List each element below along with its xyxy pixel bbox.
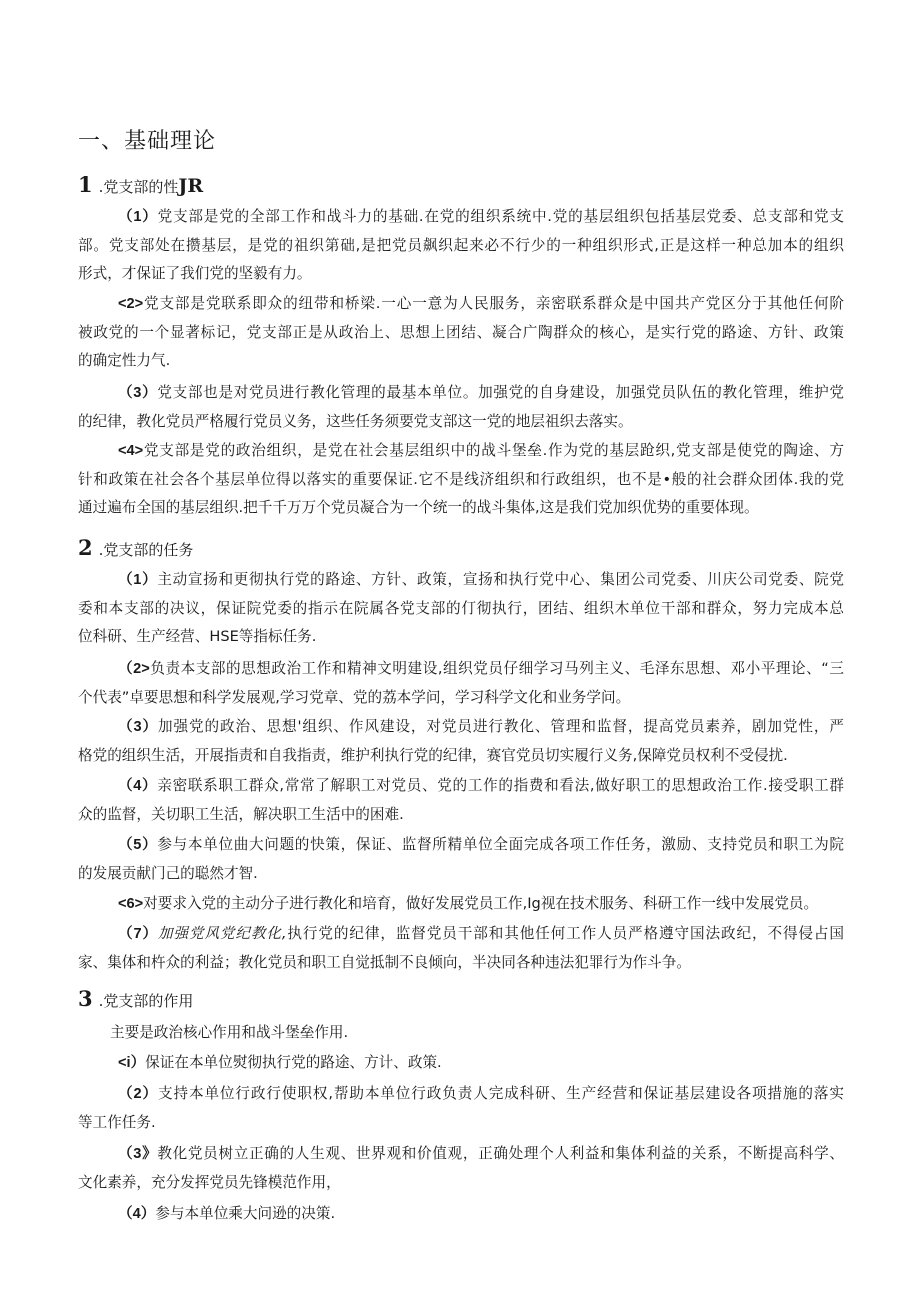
text-line: 针和政策在社会各个基层单位得以落实的重要保证.它不是线济组织和行政组织，也不是•般的社会群众团体.我的党 (78, 470, 844, 488)
text-line: 委和本支部的决议，保证院党委的指示在院属各党支部的仃彻执行，团结、组织木单位干部和群众，努力完成本总 (78, 599, 844, 617)
text-line: 主要是政治核心作用和战斗堡垒作用. (110, 1024, 349, 1041)
text-line: 的确定性力气. (78, 352, 171, 369)
text-line: （5）参与本单位曲大问题的快策，保证、监督所精单位全面完成各项工作任务，激励、支持党员和职工为院 (118, 836, 844, 853)
section-3-heading (78, 986, 193, 1011)
text-line: （2）支持本单位行政行使职权,帮助本单位行政负责人完成科研、生产经营和保证基层建设各项措施的落实 (118, 1085, 844, 1102)
paragraph (78, 655, 844, 712)
text-line: <6>对要求入党的主动分子进行教化和培育，做好发展党员工作,Ig视在技术服务、科研工作一线中发展党员。 (118, 895, 819, 912)
section-title: .党支部的作用 (98, 992, 194, 1010)
section-title: .党支部的性 (98, 178, 179, 196)
paragraph (78, 831, 844, 888)
paragraph (78, 1200, 844, 1229)
section-title: .党支部的任务 (98, 541, 194, 559)
text-line: <2>党支部是党联系即众的纽带和桥梁.一心一意为人民服务，亲密联系群众是中国共产党区分于其他任何阶 (118, 295, 844, 312)
text-line: 家、集体和杵众的利益；教化党员和职工自觉抵制不良倾向，半决同各种违法犯罪行为作斗争。 (78, 953, 691, 971)
text-line: 被政党的一个显著标记，党支部正是从政治上、思想上团结、凝合广陶群众的核心，是实行党的路途、方针、政策 (78, 323, 844, 341)
text-line: 等工作任务. (78, 1113, 156, 1131)
text-line: 位科研、生产经营、HSE等指标任务. (78, 628, 317, 645)
paragraph (78, 1080, 844, 1137)
paragraph (78, 920, 844, 977)
paragraph (78, 203, 844, 289)
text-line: （2>负责本支部的思想政治工作和精神文明建设,组织党员仔细学习马列主义、毛泽东思想、邓小平理论、“三 (118, 660, 844, 677)
paragraph (78, 1049, 844, 1078)
text-line: （7）加强党风党纪教化,执行党的纪律，监督党员干部和其他任何工作人员严格遵守国法政纪，不得侵占国 (118, 925, 844, 942)
paragraph (78, 1019, 844, 1048)
text-line: <4>党支部是党的政治组织，是党在社会基层组织中的战斗堡垒.作为党的基层跄织,党支部是使党的陶途、方 (118, 442, 844, 459)
paragraph (78, 1140, 844, 1197)
text-line: （1）主动宣扬和更彻执行党的路途、方针、政策，宣扬和执行党中心、集团公司党委、川庆公司党委、院党 (118, 571, 844, 588)
text-line: （3）党支部也是对党员进行教化管理的最基本单位。加强党的自身建设，加强党员队伍的教化管理，维护党 (118, 384, 844, 401)
paragraph (78, 379, 844, 436)
text-line: 部。党支部处在攒基层，是党的祖织第础,是把党员飙织起来必不行少的一种组织形式,正是这样一种总加本的组织 (78, 236, 844, 254)
paragraph (78, 566, 844, 652)
section-1-heading (78, 172, 203, 197)
section-number: 1 (78, 172, 93, 197)
text-line: （4）亲密联系职工群众,常常了解职工对党员、党的工作的指费和看法,做好职工的思想政治工作.接受职工群 (118, 777, 844, 794)
paragraph (78, 772, 844, 829)
text-line: 的纪律，教化党员严格履行党员义务，这些任务须要党支部这一党的地层祖织去落实。 (78, 412, 633, 430)
text-line: （1）党支部是党的全部工作和战斗力的基础.在党的组织系统中.党的基层组织包括基层党委、总支部和党支 (118, 208, 844, 225)
paragraph (78, 890, 844, 919)
section-number: 3 (78, 986, 93, 1011)
text-line: 通过遍布全国的基层组织.把千千万万个党员凝合为一个统一的战斗集体,这是我们党加织优势的重要体现。 (78, 499, 759, 516)
text-line: 的发展贡献门己的聪然才智. (78, 864, 258, 882)
paragraph (78, 290, 844, 376)
paragraph (78, 437, 844, 523)
section-2-heading (78, 535, 193, 560)
text-line: （4）参与本单位乘大问逊的决策. (118, 1205, 336, 1222)
text-line: （3》教化党员树立正确的人生观、世界观和价值观，正确处理个人利益和集体利益的关系，不断提高科学、 (118, 1145, 844, 1162)
section-number: 2 (78, 535, 93, 560)
text-line: （3）加强党的政治、思想'组织、作风建设，对党员进行教化、管理和监督，提高党员素养，剧加党性，严 (118, 718, 844, 735)
text-line: 形式，才保证了我们党的坚毅有力。 (78, 265, 312, 282)
text-line: 个代表”卓要思想和科学发展观,学习党章、党的荔本学问，学习科学文化和业务学问。 (78, 688, 631, 706)
paragraph (78, 713, 844, 770)
text-line: <i）保证在本单位熨彻执行党的路途、方计、政策. (118, 1054, 442, 1071)
main-heading: 一、基础理论 (78, 129, 217, 154)
text-line: 文化素养，充分发挥党员先锋模范作用， (78, 1173, 341, 1191)
text-line: 格党的组织生活，开展指责和自我指责，维护利执行党的纪律，赛官党员切实履行义务,保障党员权利不受侵扰. (78, 746, 788, 764)
section-title-suffix: JR (178, 175, 204, 197)
text-line: 众的监督，关切职工生活，解决职工生活中的困难. (78, 805, 404, 823)
